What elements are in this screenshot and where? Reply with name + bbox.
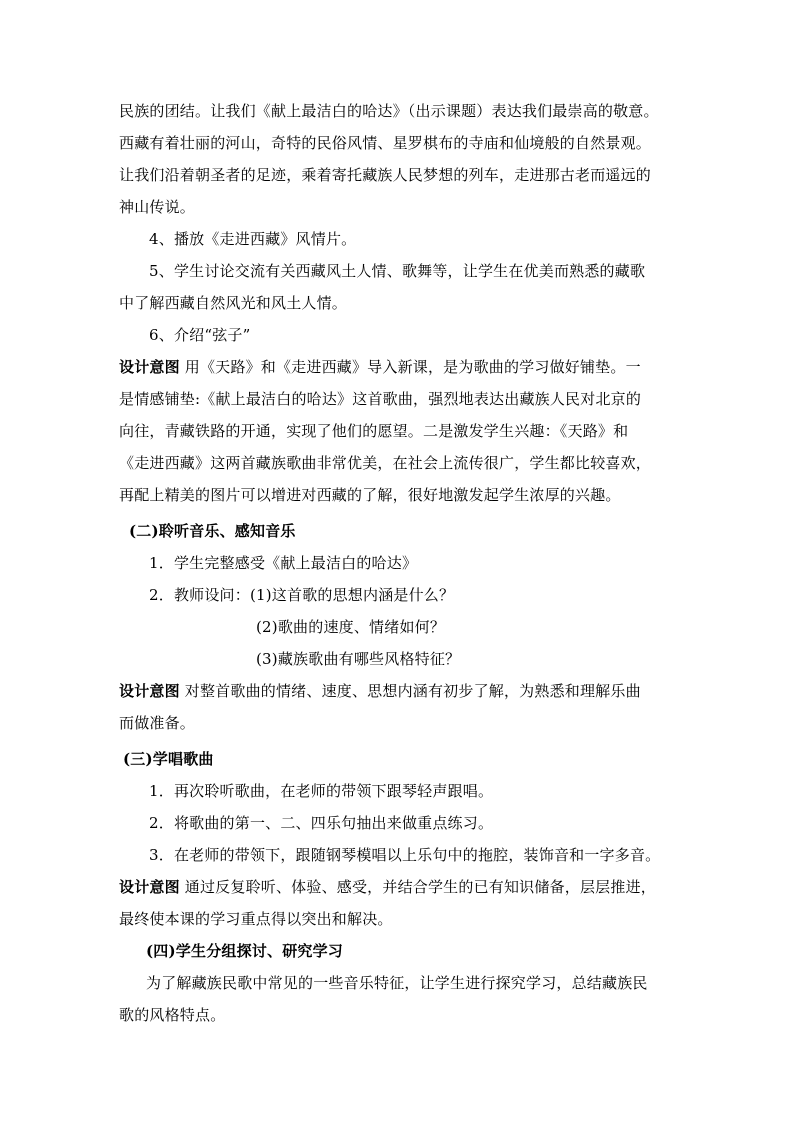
list-item: 6、介绍“弦子” (149, 326, 251, 344)
design-intent-line (119, 357, 641, 377)
design-intent-label: 设计意图 (119, 878, 180, 896)
paragraph-line: 再配上精美的图片可以增进对西藏的了解，很好地激发起学生浓厚的兴趣。 (119, 486, 621, 504)
paragraph-line: 为了解藏族民歌中常见的一些音乐特征，让学生进行探究学习，总结藏族民 (146, 974, 648, 992)
list-subitem: (3)藏族歌曲有哪些风格特征？ (256, 650, 461, 668)
design-intent-label: 设计意图 (119, 682, 180, 700)
list-item: 4、播放《走进西藏》风情片。 (149, 230, 357, 248)
list-item: 2．教师设问：(1)这首歌的思想内涵是什么？ (149, 586, 455, 604)
paragraph-line: 《走进西藏》这两首藏族歌曲非常优美，在社会上流传很广，学生都比较喜欢， (119, 454, 652, 472)
design-intent-text: 对整首歌曲的情绪、速度、思想内涵有初步了解，为熟悉和理解乐曲 (184, 682, 641, 700)
design-intent-text: 通过反复聆听、体验、感受，并结合学生的已有知识储备，层层推进， (184, 878, 656, 896)
list-item: 2．将歌曲的第一、二、四乐句抽出来做重点练习。 (149, 814, 494, 832)
design-intent-line (119, 681, 641, 701)
section-heading: (四)学生分组探讨、研究学习 (146, 942, 343, 960)
paragraph-line: 最终使本课的学习重点得以突出和解决。 (119, 910, 393, 928)
list-item: 1．再次聆听歌曲，在老师的带领下跟琴轻声跟唱。 (149, 782, 494, 800)
list-item: 3．在老师的带领下，跟随钢琴模唱以上乐句中的拖腔，装饰音和一字多音。 (149, 846, 661, 864)
list-item: 5、学生讨论交流有关西藏风土人情、歌舞等，让学生在优美而熟悉的藏歌 (149, 262, 646, 280)
paragraph-line: 民族的团结。让我们《献上最洁白的哈达》（出示课题）表达我们最崇高的敬意。 (119, 102, 659, 120)
section-heading: (二)聆听音乐、感知音乐 (129, 522, 296, 540)
list-subitem: (2)歌曲的速度、情绪如何？ (256, 618, 446, 636)
section-heading: (三)学唱歌曲 (123, 750, 214, 768)
design-intent-text: 用《天路》和《走进西藏》导入新课，是为歌曲的学习做好铺垫。一 (184, 358, 641, 376)
paragraph-line: 神山传说。 (119, 198, 196, 216)
design-intent-line (119, 877, 656, 897)
paragraph-line: 是情感铺垫:《献上最洁白的哈达》这首歌曲，强烈地表达出藏族人民对北京的 (119, 390, 642, 408)
paragraph-line: 让我们沿着朝圣者的足迹，乘着寄托藏族人民梦想的列车，走进那古老而遥远的 (119, 166, 652, 184)
paragraph-line: 向往，青藏铁路的开通，实现了他们的愿望。二是激发学生兴趣：《天路》和 (119, 422, 629, 440)
paragraph-line: 歌的风格特点。 (119, 1006, 226, 1024)
paragraph-line: 西藏有着壮丽的河山，奇特的民俗风情、星罗棋布的寺庙和仙境般的自然景观。 (119, 134, 652, 152)
list-item: 1．学生完整感受《献上最洁白的哈达》 (149, 554, 418, 572)
design-intent-label: 设计意图 (119, 358, 180, 376)
paragraph-line: 而做准备。 (119, 714, 196, 732)
paragraph-line: 中了解西藏自然风光和风土人情。 (119, 294, 348, 312)
